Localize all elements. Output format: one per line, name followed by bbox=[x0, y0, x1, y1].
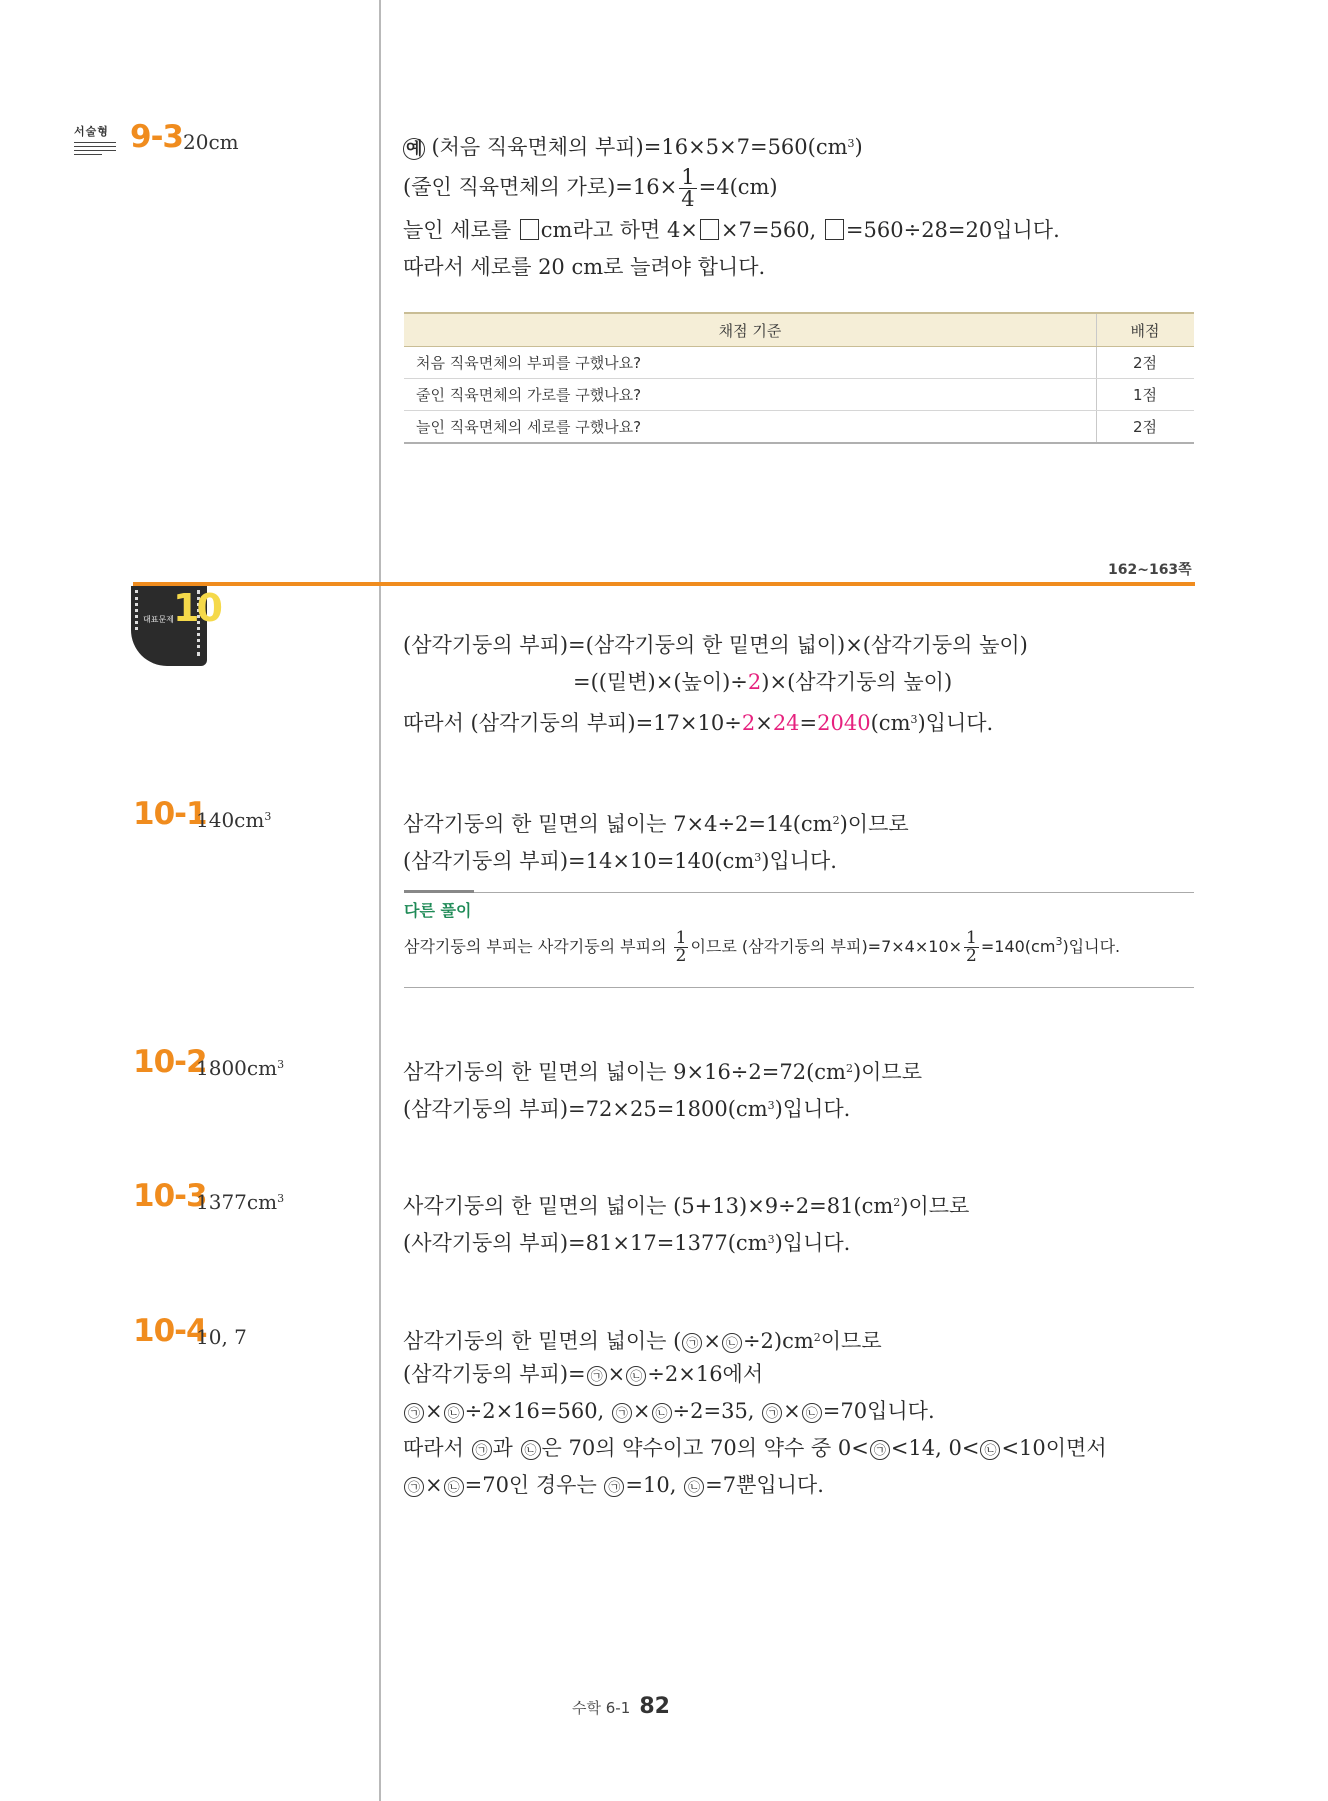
solution-10-4: 삼각기둥의 한 밑면의 넓이는 ( ㉠ × ㉡ $\div 2)cm^2$이므로 (삼각기둥의 부피)= ㉠ × ㉡ ÷2×16에서 ㉠ × ㉡ ÷2×16=560, ㉠ × ㉡ ÷2=35, ㉠ × ㉡ =70입니다. 따라서 ㉠ 과 ㉡ 은 70의 약수이고 70의 약수 중 0< ㉠ <14, 0< ㉡ <10이면서 ㉠ × ㉡ =70인 경우는 ㉠ =10, ㉡ =7뿐입니다. bbox=[403, 1329, 1107, 1497]
sol-line: 따라서 세로를 20 cm로 늘려야 합니다. bbox=[403, 255, 766, 279]
solution-10: (삼각기둥의 부피)=(삼각기둥의 한 밑면의 넓이)×(삼각기둥의 높이) =((밑변)×(높이)÷2)×(삼각기둥의 높이) 따라서 (삼각기둥의 부피)$=17\times 10\div 2\times 24=2040(cm^3)$입니다. bbox=[403, 627, 1028, 738]
footer-book-title: 수학 6-1 bbox=[572, 1699, 631, 1717]
example-mark: 예 bbox=[403, 138, 425, 160]
problem-answer: $140cm^3$ bbox=[196, 808, 272, 832]
table-row: 줄인 직육면체의 가로를 구했나요? 1점 bbox=[404, 379, 1194, 411]
page-reference: 162~163쪽 bbox=[1108, 562, 1192, 578]
solution-9-3: 예 (처음 직육면체의 부피)$=16\times 5\times 7=560(cm^3)$ (줄인 직육면체의 가로)=16× $\frac{1}{4}$ =4(cm) 늘인 세로를 cm라고 하면 4× ×7=560, =560÷28=20입니다. 따라서 세로를 20 cm로 늘려야 합니다. bbox=[403, 125, 1060, 286]
grading-criteria-table bbox=[404, 312, 1194, 444]
problem-answer: $1800cm^3$ bbox=[196, 1056, 285, 1080]
score-header: 배점 bbox=[1097, 313, 1195, 347]
problem-answer: $1377cm^3$ bbox=[196, 1190, 285, 1214]
blank-box bbox=[825, 219, 844, 240]
solution-10-3: 사각기둥의 한 밑면의 넓이는 $(5+13)\times 9\div 2=81(cm^2)$이므로 (사각기둥의 부피)$=81\times 17=1377(cm^3)$입니다. bbox=[403, 1194, 970, 1255]
problem-number: 10-2 bbox=[133, 1044, 207, 1080]
problem-answer: 20cm bbox=[183, 130, 239, 154]
circled-nieun: ㉡ bbox=[722, 1333, 742, 1353]
blank-box bbox=[520, 219, 539, 240]
alt-solution-text: 삼각기둥의 부피는 사각기둥의 부피의 $\frac{1}{2}$ 이므로 (삼각기둥의 부피)=7×4×10× $\frac{1}{2}$ $=140(cm^3)$입니다. bbox=[404, 928, 1121, 966]
alt-solution-tab bbox=[404, 890, 474, 893]
sol-line: 늘인 세로를 bbox=[403, 218, 518, 242]
fraction: $\frac{1}{4}$ bbox=[681, 165, 695, 211]
sol-line: (처음 직육면체의 부피)=16×5×7=560(cm bbox=[431, 135, 848, 159]
page-number: 82 bbox=[639, 1694, 670, 1719]
footer bbox=[572, 1694, 670, 1719]
center-divider bbox=[379, 0, 381, 1801]
section-divider bbox=[133, 582, 1195, 586]
problem-number: 9-3 bbox=[130, 119, 184, 155]
alt-solution-bottom-rule bbox=[404, 987, 1194, 988]
table-row: 늘인 직육면체의 세로를 구했나요? 2점 bbox=[404, 411, 1194, 444]
representative-problem-badge bbox=[131, 586, 220, 666]
solution-10-1: 삼각기둥의 한 밑면의 넓이는 $7\times 4\div 2=14(cm^2)$이므로 (삼각기둥의 부피)$=14\times 10=140(cm^3)$입니다. bbox=[403, 812, 909, 873]
blank-box bbox=[700, 219, 719, 240]
fraction: $\frac{1}{2}$ bbox=[966, 928, 977, 966]
essay-badge bbox=[74, 123, 116, 158]
problem-number: 10-1 bbox=[133, 796, 207, 832]
sol-line: (줄인 직육면체의 가로)=16× bbox=[403, 175, 678, 199]
problem-answer: 10, 7 bbox=[196, 1325, 247, 1349]
alt-solution-top-rule bbox=[404, 892, 1194, 893]
essay-badge-label: 서술형 bbox=[74, 125, 109, 138]
sol-line: (삼각기둥의 부피)=(삼각기둥의 한 밑면의 넓이)×(삼각기둥의 높이) bbox=[403, 633, 1028, 657]
problem-number: 10-4 bbox=[133, 1313, 207, 1349]
circled-giyeok: ㉠ bbox=[682, 1333, 702, 1353]
badge-number: 10 bbox=[173, 586, 220, 630]
fraction: $\frac{1}{2}$ bbox=[675, 928, 687, 966]
badge-small-label: 대표문제 bbox=[143, 615, 174, 624]
solution-10-2: 삼각기둥의 한 밑면의 넓이는 $9\times 16\div 2=72(cm^2)$이므로 (삼각기둥의 부피)$=72\times 25=1800(cm^3)$입니다. bbox=[403, 1060, 923, 1121]
criteria-header: 채점 기준 bbox=[404, 313, 1097, 347]
alt-solution-label: 다른 풀이 bbox=[404, 901, 472, 920]
problem-number: 10-3 bbox=[133, 1178, 207, 1214]
table-row: 처음 직육면체의 부피를 구했나요? 2점 bbox=[404, 347, 1194, 379]
